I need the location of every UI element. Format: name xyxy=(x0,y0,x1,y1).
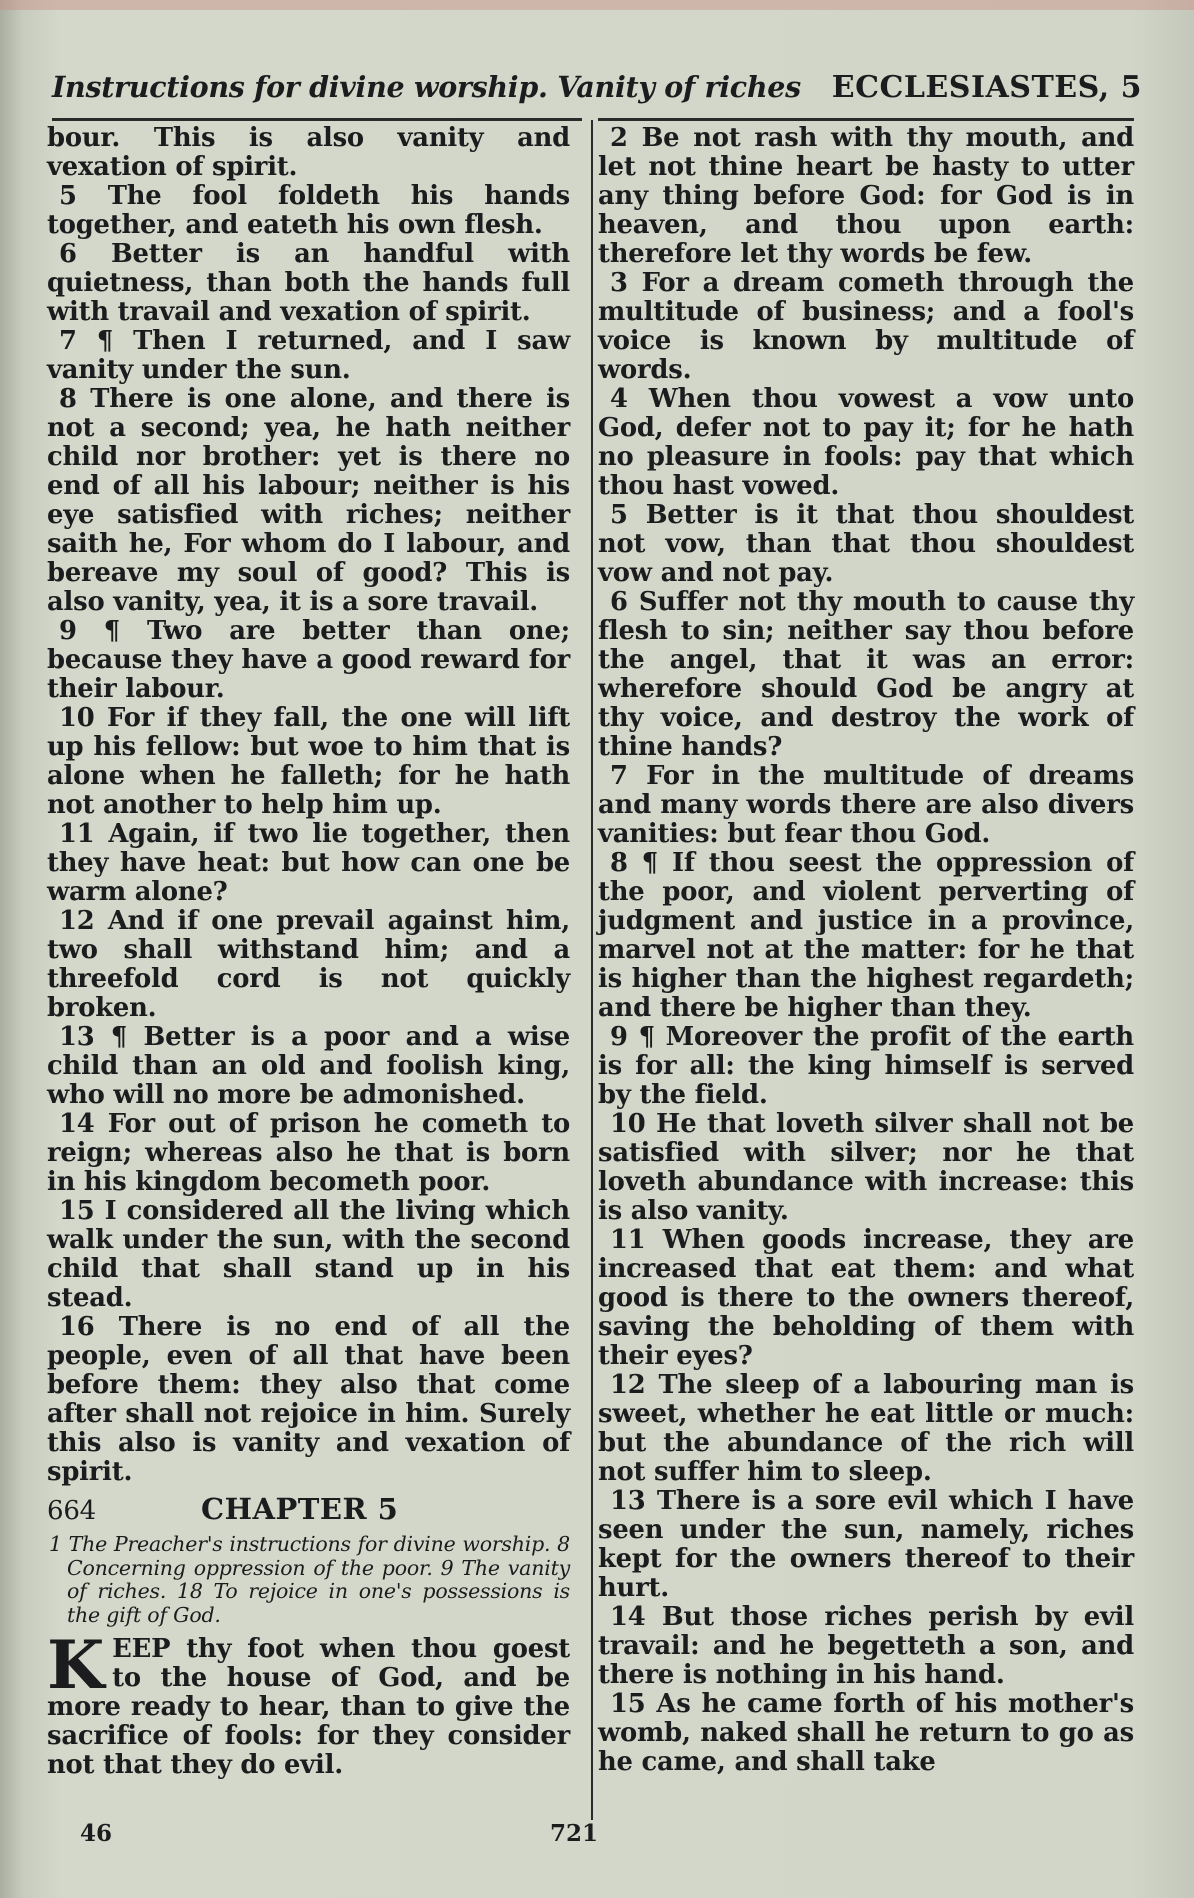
right-column xyxy=(598,124,1134,1777)
verse: 9 ¶ Two are better than one; because they have a good reward for their labour. xyxy=(47,616,570,704)
verse: 7 ¶ Then I returned, and I saw vanity under the sun. xyxy=(47,326,570,385)
chapter-summary: 1 The Preacher's instructions for divine worship. 8 Concerning oppression of the poor. 9 The vanity of riches. 18 To rejoice in one's possessions is the gift of God. xyxy=(49,1532,570,1627)
verse: 10 He that loveth silver shall not be satisfied with silver; nor he that loveth abundance with increase: this is also vanity. xyxy=(598,1109,1134,1226)
verse-1-text: EEP thy foot when thou goest to the house of God, and be more ready to hear, than to give the sacrifice of fools: for they consider not that they do evil. xyxy=(47,1634,570,1780)
chapter-title: CHAPTER 5 xyxy=(201,1492,399,1526)
verse: 5 Better is it that thou shouldest not vow, than that thou shouldest vow and not pay. xyxy=(598,500,1134,588)
verse: 3 For a dream cometh through the multitude of business; and a fool's voice is known by multitude of words. xyxy=(598,268,1134,385)
chapter-verse-1 xyxy=(47,1626,570,1780)
verse: bour. This is also vanity and vexation of spirit. xyxy=(47,123,570,182)
header-rule-left xyxy=(52,118,582,121)
top-edge-strip xyxy=(0,0,1194,10)
verse: 9 ¶ Moreover the profit of the earth is for all: the king himself is served by the field. xyxy=(598,1022,1134,1110)
verse: 8 ¶ If thou seest the oppression of the poor, and violent perverting of judgment and justice in a province, marvel not at the matter: for he that is higher than the highest regardeth; and there be higher than they. xyxy=(598,848,1134,1023)
verse: 12 And if one prevail against him, two shall withstand him; and a threefold cord is not quickly broken. xyxy=(47,906,570,1023)
footer-page-number: 721 xyxy=(550,1820,599,1847)
verse: 6 Suffer not thy mouth to cause thy flesh to sin; neither say thou before the angel, that it was an error: wherefore should God be angry at thy voice, and destroy the work of thine hands? xyxy=(598,587,1134,762)
left-column xyxy=(47,124,570,1780)
verse: 8 There is one alone, and there is not a second; yea, he hath neither child nor brother: yet is there no end of all his labour; neither is his eye satisfied with riches; neither saith he, For whom do I labour, and bereave my soul of good? This is also vanity, yea, it is a sore travail. xyxy=(47,384,570,617)
verse: 15 As he came forth of his mother's womb, naked shall he return to go as he came, and shall take xyxy=(598,1689,1134,1777)
verse: 11 Again, if two lie together, then they have heat: but how can one be warm alone? xyxy=(47,819,570,907)
verse: 11 When goods increase, they are increased that eat them: and what good is there to the owners thereof, saving the beholding of them with their eyes? xyxy=(598,1225,1134,1371)
verse: 10 For if they fall, the one will lift up his fellow: but woe to him that is alone when he falleth; for he hath not another to help him up. xyxy=(47,703,570,820)
verse: 6 Better is an handful with quietness, than both the hands full with travail and vexation of spirit. xyxy=(47,239,570,327)
verse: 4 When thou vowest a vow unto God, defer not to pay it; for he hath no pleasure in fools: pay that which thou hast vowed. xyxy=(598,384,1134,501)
verse: 5 The fool foldeth his hands together, and eateth his own flesh. xyxy=(47,181,570,240)
column-divider xyxy=(591,120,593,1820)
verse: 7 For in the multitude of dreams and many words there are also divers vanities: but fear thou God. xyxy=(598,761,1134,849)
footer-left-number: 46 xyxy=(80,1820,113,1847)
header-topic: Instructions for divine worship. Vanity of riches xyxy=(52,70,801,104)
verse: 14 But those riches perish by evil travail: and he begetteth a son, and there is nothing in his hand. xyxy=(598,1602,1134,1690)
header-book-chapter: ECCLESIASTES, 5 xyxy=(831,70,1142,105)
verse: 16 There is no end of all the people, even of all that have been before them: they also that come after shall not rejoice in him. Surely this also is vanity and vexation of spirit. xyxy=(47,1312,570,1487)
verse: 15 I considered all the living which walk under the sun, with the second child that shall stand up in his stead. xyxy=(47,1196,570,1313)
verse: 13 ¶ Better is a poor and a wise child than an old and foolish king, who will no more be admonished. xyxy=(47,1022,570,1110)
header-rule-right xyxy=(598,118,1134,121)
chapter-page-number: 664 xyxy=(47,1496,97,1526)
verse: 12 The sleep of a labouring man is sweet, whether he eat little or much: but the abundance of the rich will not suffer him to sleep. xyxy=(598,1370,1134,1487)
chapter-heading xyxy=(47,1492,570,1529)
verse: 13 There is a sore evil which I have seen under the sun, namely, riches kept for the owners thereof to their hurt. xyxy=(598,1486,1134,1603)
page-footer xyxy=(0,1820,1194,1850)
drop-cap: K xyxy=(47,1626,105,1704)
verse: 14 For out of prison he cometh to reign; whereas also he that is born in his kingdom becometh poor. xyxy=(47,1109,570,1197)
verse: 2 Be not rash with thy mouth, and let not thine heart be hasty to utter any thing before God: for God is in heaven, and thou upon earth: therefore let thy words be few. xyxy=(598,123,1134,269)
running-header xyxy=(52,70,1142,114)
